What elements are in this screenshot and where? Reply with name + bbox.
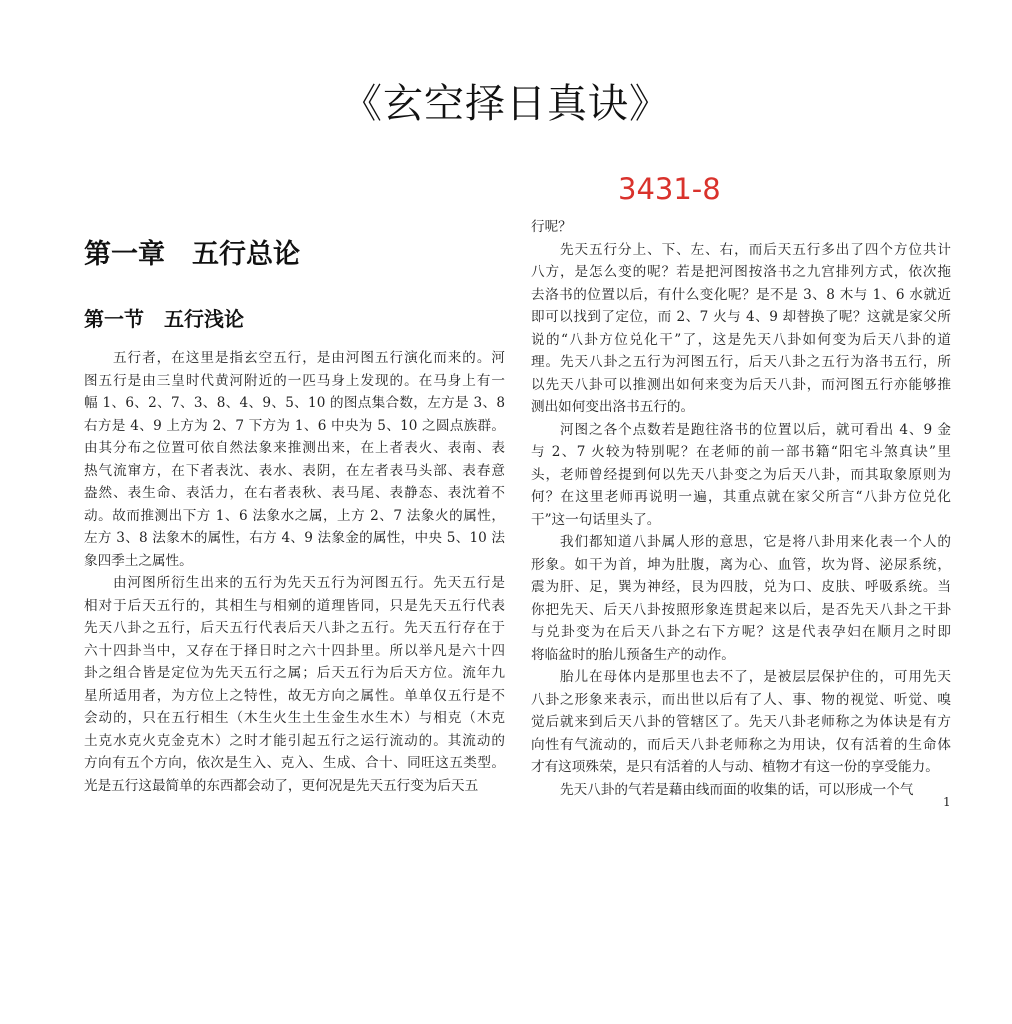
text-line: 形象。如干为首，坤为肚腹，离为心、血管，坎为肾、泌尿系统，	[531, 556, 951, 573]
paragraph	[531, 531, 951, 666]
text-line: 土克水克火克金克木）之时才能引起五行之运行流动的。其流动的	[84, 732, 505, 749]
paragraph	[531, 216, 951, 239]
text-line: 右方是 4、9 上方为 2、7 下方为 1、6 中央为 5、10 之圆点族群。	[84, 417, 505, 434]
paragraph	[84, 347, 505, 572]
text-line: 先天五行分上、下、左、右，而后天五行多出了四个方位共计	[560, 241, 951, 258]
left-text-column	[84, 347, 505, 797]
paragraph	[84, 572, 505, 797]
text-line: 即可以找到了定位，而 2、7 火与 4、9 却替换了呢？这就是家父所	[531, 309, 951, 325]
text-line: 干”这一句话里头了。	[531, 511, 661, 528]
paragraph	[531, 779, 951, 802]
text-line: 动。故而推测出下方 1、6 法象水之属，上方 2、7 法象火的属性，	[84, 507, 505, 524]
text-line: 五行者，在这里是指玄空五行，是由河图五行演化而来的。河	[113, 350, 505, 366]
paragraph	[531, 239, 951, 419]
text-line: 由其分布之位置可依自然法象来推测出来，在上者表火、表南、表	[84, 440, 505, 456]
text-line: 与 2、7 火较为特别呢？在老师的前一部书籍“阳宅斗煞真诀”里	[531, 444, 951, 460]
text-line: 相对于后天五行的，其相生与相剜的道理皆同，只是先天五行代表	[84, 597, 505, 614]
text-line: 六十四卦当中，又存在于择日时之六十四卦里。所以举凡是六十四	[84, 642, 505, 659]
text-line: 测出如何变出洛书五行的。	[531, 399, 695, 415]
text-line: 去洛书的位置以后，有什么变化呢？是不是 3、8 木与 1、6 水就近	[531, 286, 951, 303]
text-line: 左方 3、8 法象木的属性，右方 4、9 法象金的属性，中央 5、10 法	[84, 530, 505, 546]
text-line: 先天八卦之五行，后天五行代表后天八卦之五行。先天五行存在于	[84, 620, 505, 636]
text-line: 盎然、表生命、表活力，在右者表秋、表马尾、表静态、表沈着不	[84, 485, 505, 501]
chapter-heading: 第一章 五行总论	[84, 239, 300, 270]
right-text-column	[531, 216, 951, 801]
text-line: 方向有五个方向，依次是生入、克入、生成、合十、同旺这五类型。	[84, 755, 505, 771]
text-line: 我们都知道八卦属人形的意思，它是将八卦用来化表一个人的	[560, 534, 951, 550]
text-line: 图五行是由三皇时代黄河附近的一匹马身上发现的。在马身上有一	[84, 372, 505, 389]
text-line: 八卦之形象来表示，而出世以后有了人、事、物的视觉、听觉、嗅	[531, 691, 951, 708]
text-line: 觉后就来到后天八卦的管辖区了。先天八卦老师称之为体诀是有方	[531, 714, 951, 730]
text-line: 热气流窜方，在下者表沈、表水、表阴，在左者表马头部、表春意	[84, 462, 505, 479]
text-line: 胎儿在母体内是那里也去不了，是被层层保护住的，可用先天	[560, 669, 951, 685]
red-reference-number: 3431-8	[618, 172, 721, 206]
text-line: 会动的，只在五行相生（木生火生土生金生水生木）与相克（木克	[84, 710, 505, 726]
text-line: 由河图所衍生出来的五行为先天五行为河图五行。先天五行是	[113, 575, 505, 591]
text-line: 卦之组合皆是定位为先天五行之属；后天五行为后天方位。流年九	[84, 665, 505, 681]
text-line: 八方，是怎么变的呢？若是把河图按洛书之九宫排列方式，依次拖	[531, 264, 951, 280]
text-line: 象四季土之属性。	[84, 552, 193, 569]
text-line: 以先天八卦可以推测出如何来变为后天八卦，而河图五行亦能够推	[531, 376, 951, 393]
document-title: 《玄空择日真诀》	[342, 81, 670, 127]
paragraph	[531, 419, 951, 532]
text-line: 行呢？	[531, 219, 572, 235]
text-line: 头，老师曾经提到何以先天八卦变之为后天八卦，而其取象原则为	[531, 466, 951, 483]
text-line: 向性有气流动的，而后天八卦老师称之为用诀，仅有活着的生命体	[531, 736, 951, 753]
text-line: 幅 1、6、2、7、3、8、4、9、5、10 的图点集合数，左方是 3、8	[84, 395, 505, 411]
page-number: 1	[943, 795, 951, 809]
text-line: 河图之各个点数若是跑往洛书的位置以后，就可看出 4、9 金	[560, 421, 951, 438]
text-line: 先天八卦的气若是藉由线而面的收集的话，可以形成一个气	[560, 781, 914, 798]
text-line: 与兑卦变为在后天八卦之右下方呢？这是代表孕妇在顺月之时即	[531, 624, 951, 640]
text-line: 震为肝、足，巽为神经，艮为四肢，兑为口、皮肤、呼吸系统。当	[531, 579, 951, 595]
text-line: 说的“八卦方位兑化干”了，这是先天八卦如何变为后天八卦的道	[531, 331, 951, 348]
section-heading: 第一节 五行浅论	[84, 307, 244, 331]
paragraph	[531, 666, 951, 779]
text-line: 你把先天、后天八卦按照形象连贯起来以后，是否先天八卦之干卦	[531, 601, 951, 618]
text-line: 光是五行这最简单的东西都会动了，更何况是先天五行变为后天五	[84, 777, 479, 794]
text-line: 理。先天八卦之五行为河图五行，后天八卦之五行为洛书五行，所	[531, 354, 951, 370]
text-line: 星所适用者，为方位上之特性，故无方向之属性。单单仅五行是不	[84, 687, 505, 704]
text-line: 何？在这里老师再说明一遍，其重点就在家父所言“八卦方位兑化	[531, 489, 951, 505]
text-line: 才有这项殊荣，是只有活着的人与动、植物才有这一份的享受能力。	[531, 759, 939, 775]
text-line: 将临盆时的胎儿预备生产的动作。	[531, 646, 735, 663]
